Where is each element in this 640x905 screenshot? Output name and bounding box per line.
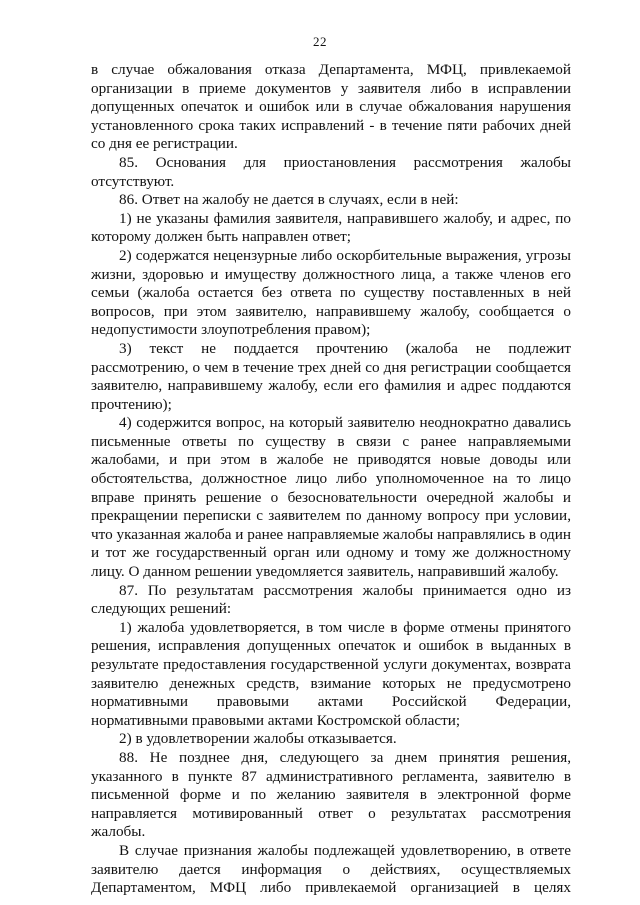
paragraph-88-continuation: В случае признания жалобы подлежащей удовлетворению, в ответе заявителю дается информация о действиях, осуществляемых Департаментом, МФЦ либо привлекаемой организацией в целях	[91, 841, 571, 897]
paragraph-86-item-3: 3) текст не поддается прочтению (жалоба не подлежит рассмотрению, о чем в течение трех дней со дня регистрации сообщается заявителю, направившему жалобу, если его фамилия и адрес поддаются прочтению);	[91, 339, 571, 413]
paragraph-86-item-2: 2) содержатся нецензурные либо оскорбительные выражения, угрозы жизни, здоровью и имуществу должностного лица, а также членов его семьи (жалоба остается без ответа по существу поставленных в ней вопросов, при этом заявителю, направившему жалобу, сообщается о недопустимости злоупотребления правом);	[91, 246, 571, 339]
paragraph-88: 88. Не позднее дня, следующего за днем принятия решения, указанного в пункте 87 административного регламента, заявителю в письменной форме и по желанию заявителя в электронной форме направляется мотивированный ответ о результатах рассмотрения жалобы.	[91, 748, 571, 841]
paragraph-87: 87. По результатам рассмотрения жалобы принимается одно из следующих решений:	[91, 581, 571, 618]
paragraph-appeal-deadline: в случае обжалования отказа Департамента, МФЦ, привлекаемой организации в приеме документов у заявителя либо в исправлении допущенных опечаток и ошибок или в случае обжалования нарушения установленного срока таких исправлений - в течение пяти рабочих дней со дня ее регистрации.	[91, 61, 571, 153]
paragraph-86-item-4: 4) содержится вопрос, на который заявителю неоднократно давались письменные ответы по существу в связи с ранее направляемыми жалобами, и при этом в жалобе не приводятся новые доводы или обстоятельства, должностное лицо либо уполномоченное на то лицо вправе принять решение о безосновательности очередной жалобы и прекращении переписки с заявителем по данному вопросу при условии, что указанная жалоба и ранее направляемые жалобы направлялись в один и тот же государственный орган или одному и тому же должностному лицу. О данном решении уведомляется заявитель, направивший жалобу.	[91, 414, 571, 581]
paragraph-86-item-1: 1) не указаны фамилия заявителя, направившего жалобу, и адрес, по которому должен быть направлен ответ;	[91, 209, 571, 246]
document-body	[91, 61, 571, 898]
paragraph-85: 85. Основания для приостановления рассмотрения жалобы отсутствуют.	[91, 153, 571, 190]
paragraph-87-item-1: 1) жалоба удовлетворяется, в том числе в форме отмены принятого решения, исправления допущенных опечаток и ошибок в выданных в результате предоставления государственной услуги документах, возврата заявителю денежных средств, взимание которых не предусмотрено нормативными правовыми актами Российской Федерации, нормативными правовыми актами Костромской области;	[91, 618, 571, 729]
paragraph-86: 86. Ответ на жалобу не дается в случаях, если в ней:	[119, 191, 459, 209]
page-number: 22	[313, 34, 327, 49]
paragraph-87-item-2: 2) в удовлетворении жалобы отказывается.	[119, 730, 397, 748]
